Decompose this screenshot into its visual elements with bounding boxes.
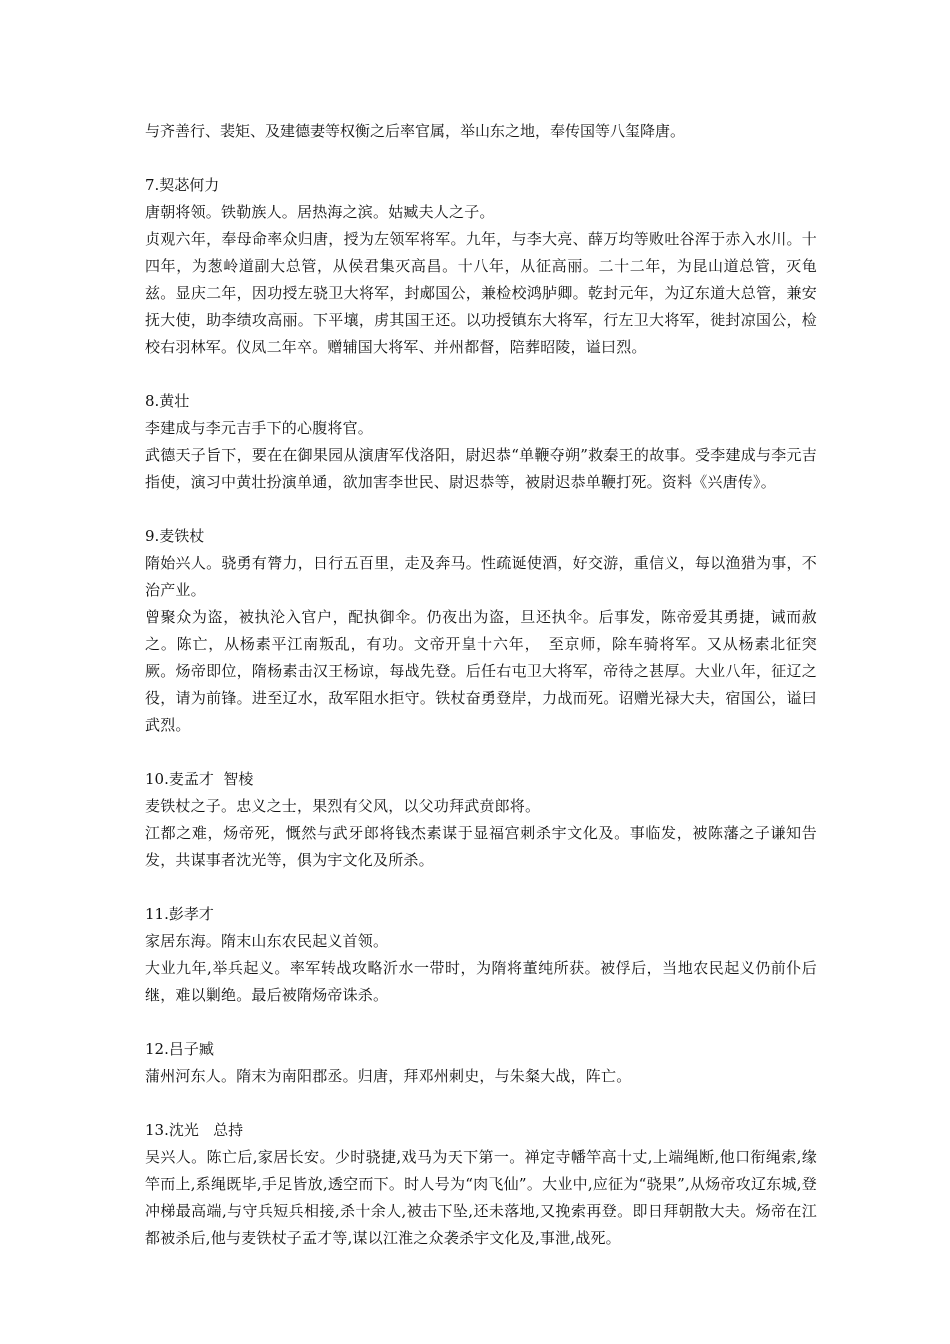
- entry-title: 7.契苾何力: [145, 176, 220, 194]
- entry-summary: 隋始兴人。骁勇有膂力，日行五百里，走及奔马。性疏诞使酒，好交游，重信义，每以渔猎为事，不治产业。: [145, 554, 817, 599]
- entry-summary: 麦铁杖之子。忠义之士，果烈有父风，以父功拜武贲郎将。: [145, 797, 541, 815]
- entry-10: [145, 766, 817, 874]
- entry-title: 13.沈光 总持: [145, 1121, 244, 1139]
- entry-title: 8.黄壮: [145, 392, 190, 410]
- entry-title: 12.吕子臧: [145, 1040, 214, 1058]
- entry-7: [145, 172, 817, 361]
- entry-9: [145, 523, 817, 739]
- entry-title: 11.彭孝才: [145, 905, 214, 923]
- entry-biography: 江都之难，炀帝死，慨然与武牙郎将钱杰素谋于显福宫刺杀宇文化及。事临发，被陈藩之子谦知告发，共谋事者沈光等，俱为宇文化及所杀。: [145, 824, 817, 869]
- entry-11: [145, 901, 817, 1009]
- entry-summary: 家居东海。隋末山东农民起义首领。: [145, 932, 389, 950]
- entry-biography: 武德天子旨下，要在在御果园从演唐军伐洛阳，尉迟恭“单鞭夺朔”救秦王的故事。受李建成与李元吉指使，演习中黄壮扮演单通，欲加害李世民、尉迟恭等，被尉迟恭单鞭打死。资料《兴唐传》。: [145, 446, 817, 491]
- intro-paragraph: 与齐善行、裴矩、及建德妻等权衡之后率官属，举山东之地，奉传国等八玺降唐。: [145, 122, 686, 140]
- entry-summary: 唐朝将领。铁勒族人。居热海之滨。姑臧夫人之子。: [145, 203, 495, 221]
- entry-summary: 李建成与李元吉手下的心腹将官。: [145, 419, 374, 437]
- entry-biography: 曾聚众为盗，被执沦入官户，配执御伞。仍夜出为盗，旦还执伞。后事发，陈帝爱其勇捷，诫而赦之。陈亡，从杨素平江南叛乱，有功。文帝开皇十六年， 至京师，除车骑将军。又从杨素北征突厥。炀帝即位，隋杨素击汉王杨谅，每战先登。后任右屯卫大将军，帝待之甚厚。大业八年，征辽之役，请为前锋。进至辽水，敌军阻水拒守。铁杖奋勇登岸，力战而死。诏赠光禄大夫，宿国公，谥曰武烈。: [145, 608, 817, 734]
- entry-biography: 贞观六年，奉母命率众归唐，授为左领军将军。九年，与李大亮、薛万均等败吐谷浑于赤入水川。十四年，为葱岭道副大总管，从侯君集灭高昌。十八年，从征高丽。二十二年，为昆山道总管，灭龟兹。显庆二年，因功授左骁卫大将军，封郕国公，兼检校鸿胪卿。乾封元年，为辽东道大总管，兼安抚大使，助李绩攻高丽。下平壤，虏其国王还。以功授镇东大将军，行左卫大将军，徙封凉国公，检校右羽林军。仪凤二年卒。赠辅国大将军、并州都督，陪葬昭陵，谥曰烈。: [145, 230, 817, 356]
- entry-title: 9.麦铁杖: [145, 527, 205, 545]
- entry-biography: 大业九年,举兵起义。率军转战攻略沂水一带时，为隋将董纯所获。被俘后，当地农民起义仍前仆后继，难以剿绝。最后被隋炀帝诛杀。: [145, 959, 817, 1004]
- entry-title: 10.麦孟才 智棱: [145, 770, 254, 788]
- entry-biography: 吴兴人。陈亡后,家居长安。少时骁捷,戏马为天下第一。禅定寺幡竿高十丈,上端绳断,他口衔绳索,缘竿而上,系绳既毕,手足皆放,透空而下。时人号为“肉飞仙”。大业中,应征为“骁果”,从炀帝攻辽东城,登冲梯最高端,与守兵短兵相接,杀十余人,被击下坠,还未落地,又挽索再登。即日拜朝散大夫。炀帝在江都被杀后,他与麦铁杖子孟才等,谋以江淮之众袭杀宇文化及,事泄,战死。: [145, 1148, 817, 1247]
- entry-13: [145, 1117, 817, 1252]
- entry-12: [145, 1036, 817, 1090]
- entry-8: [145, 388, 817, 496]
- entry-summary: 蒲州河东人。隋末为南阳郡丞。归唐，拜邓州刺史，与朱粲大战，阵亡。: [145, 1067, 632, 1085]
- document-page: [145, 118, 817, 1279]
